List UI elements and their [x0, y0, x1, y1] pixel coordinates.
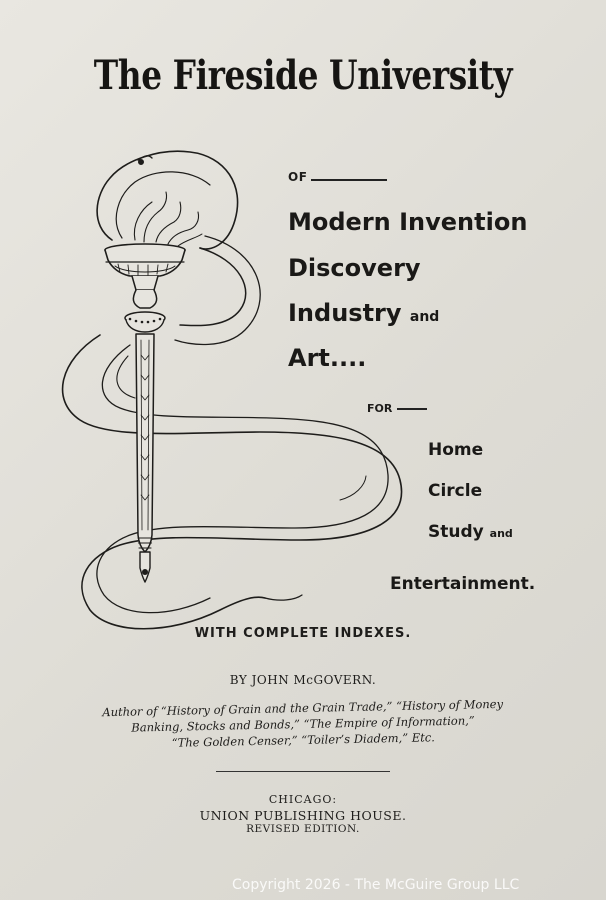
- purpose-study-text: Study: [428, 522, 484, 542]
- author-credits-line: “The Golden Censer,” “Toiler’s Diadem,” Etc.: [171, 730, 436, 750]
- book-title: The Fireside University: [93, 52, 513, 99]
- subject-discovery: Discovery: [288, 254, 421, 282]
- section-divider: [216, 771, 390, 772]
- author-byline: BY JOHN McGOVERN.: [229, 673, 377, 687]
- copyright-watermark: Copyright 2026 - The McGuire Group LLC: [232, 877, 520, 893]
- imprint-edition: REVISED EDITION.: [246, 823, 360, 835]
- purpose-home: Home: [428, 440, 484, 460]
- subject-art: Art....: [288, 344, 367, 372]
- author-credits: [40, 694, 567, 753]
- indexes-note: WITH COMPLETE INDEXES.: [194, 626, 412, 641]
- subject-modern-invention: Modern Invention: [288, 208, 528, 236]
- purpose-study: [428, 522, 513, 542]
- author-credits-line: Banking, Stocks and Bonds,” “The Empire of Information,”: [131, 713, 475, 735]
- for-divider: [397, 408, 427, 410]
- purpose-study-and: and: [489, 527, 513, 540]
- imprint-city: CHICAGO:: [268, 793, 338, 806]
- of-divider: [311, 179, 387, 181]
- of-label: OF: [288, 170, 308, 184]
- subject-industry: [288, 299, 439, 327]
- author-credits-line: Author of “History of Grain and the Grain Trade,” “History of Money: [102, 696, 504, 720]
- subject-industry-text: Industry: [288, 299, 402, 327]
- purpose-circle: Circle: [428, 481, 483, 501]
- subject-industry-and: and: [409, 309, 440, 325]
- imprint-publisher: UNION PUBLISHING HOUSE.: [199, 808, 407, 823]
- for-label: FOR: [367, 402, 393, 415]
- purpose-entertainment: Entertainment.: [390, 574, 536, 594]
